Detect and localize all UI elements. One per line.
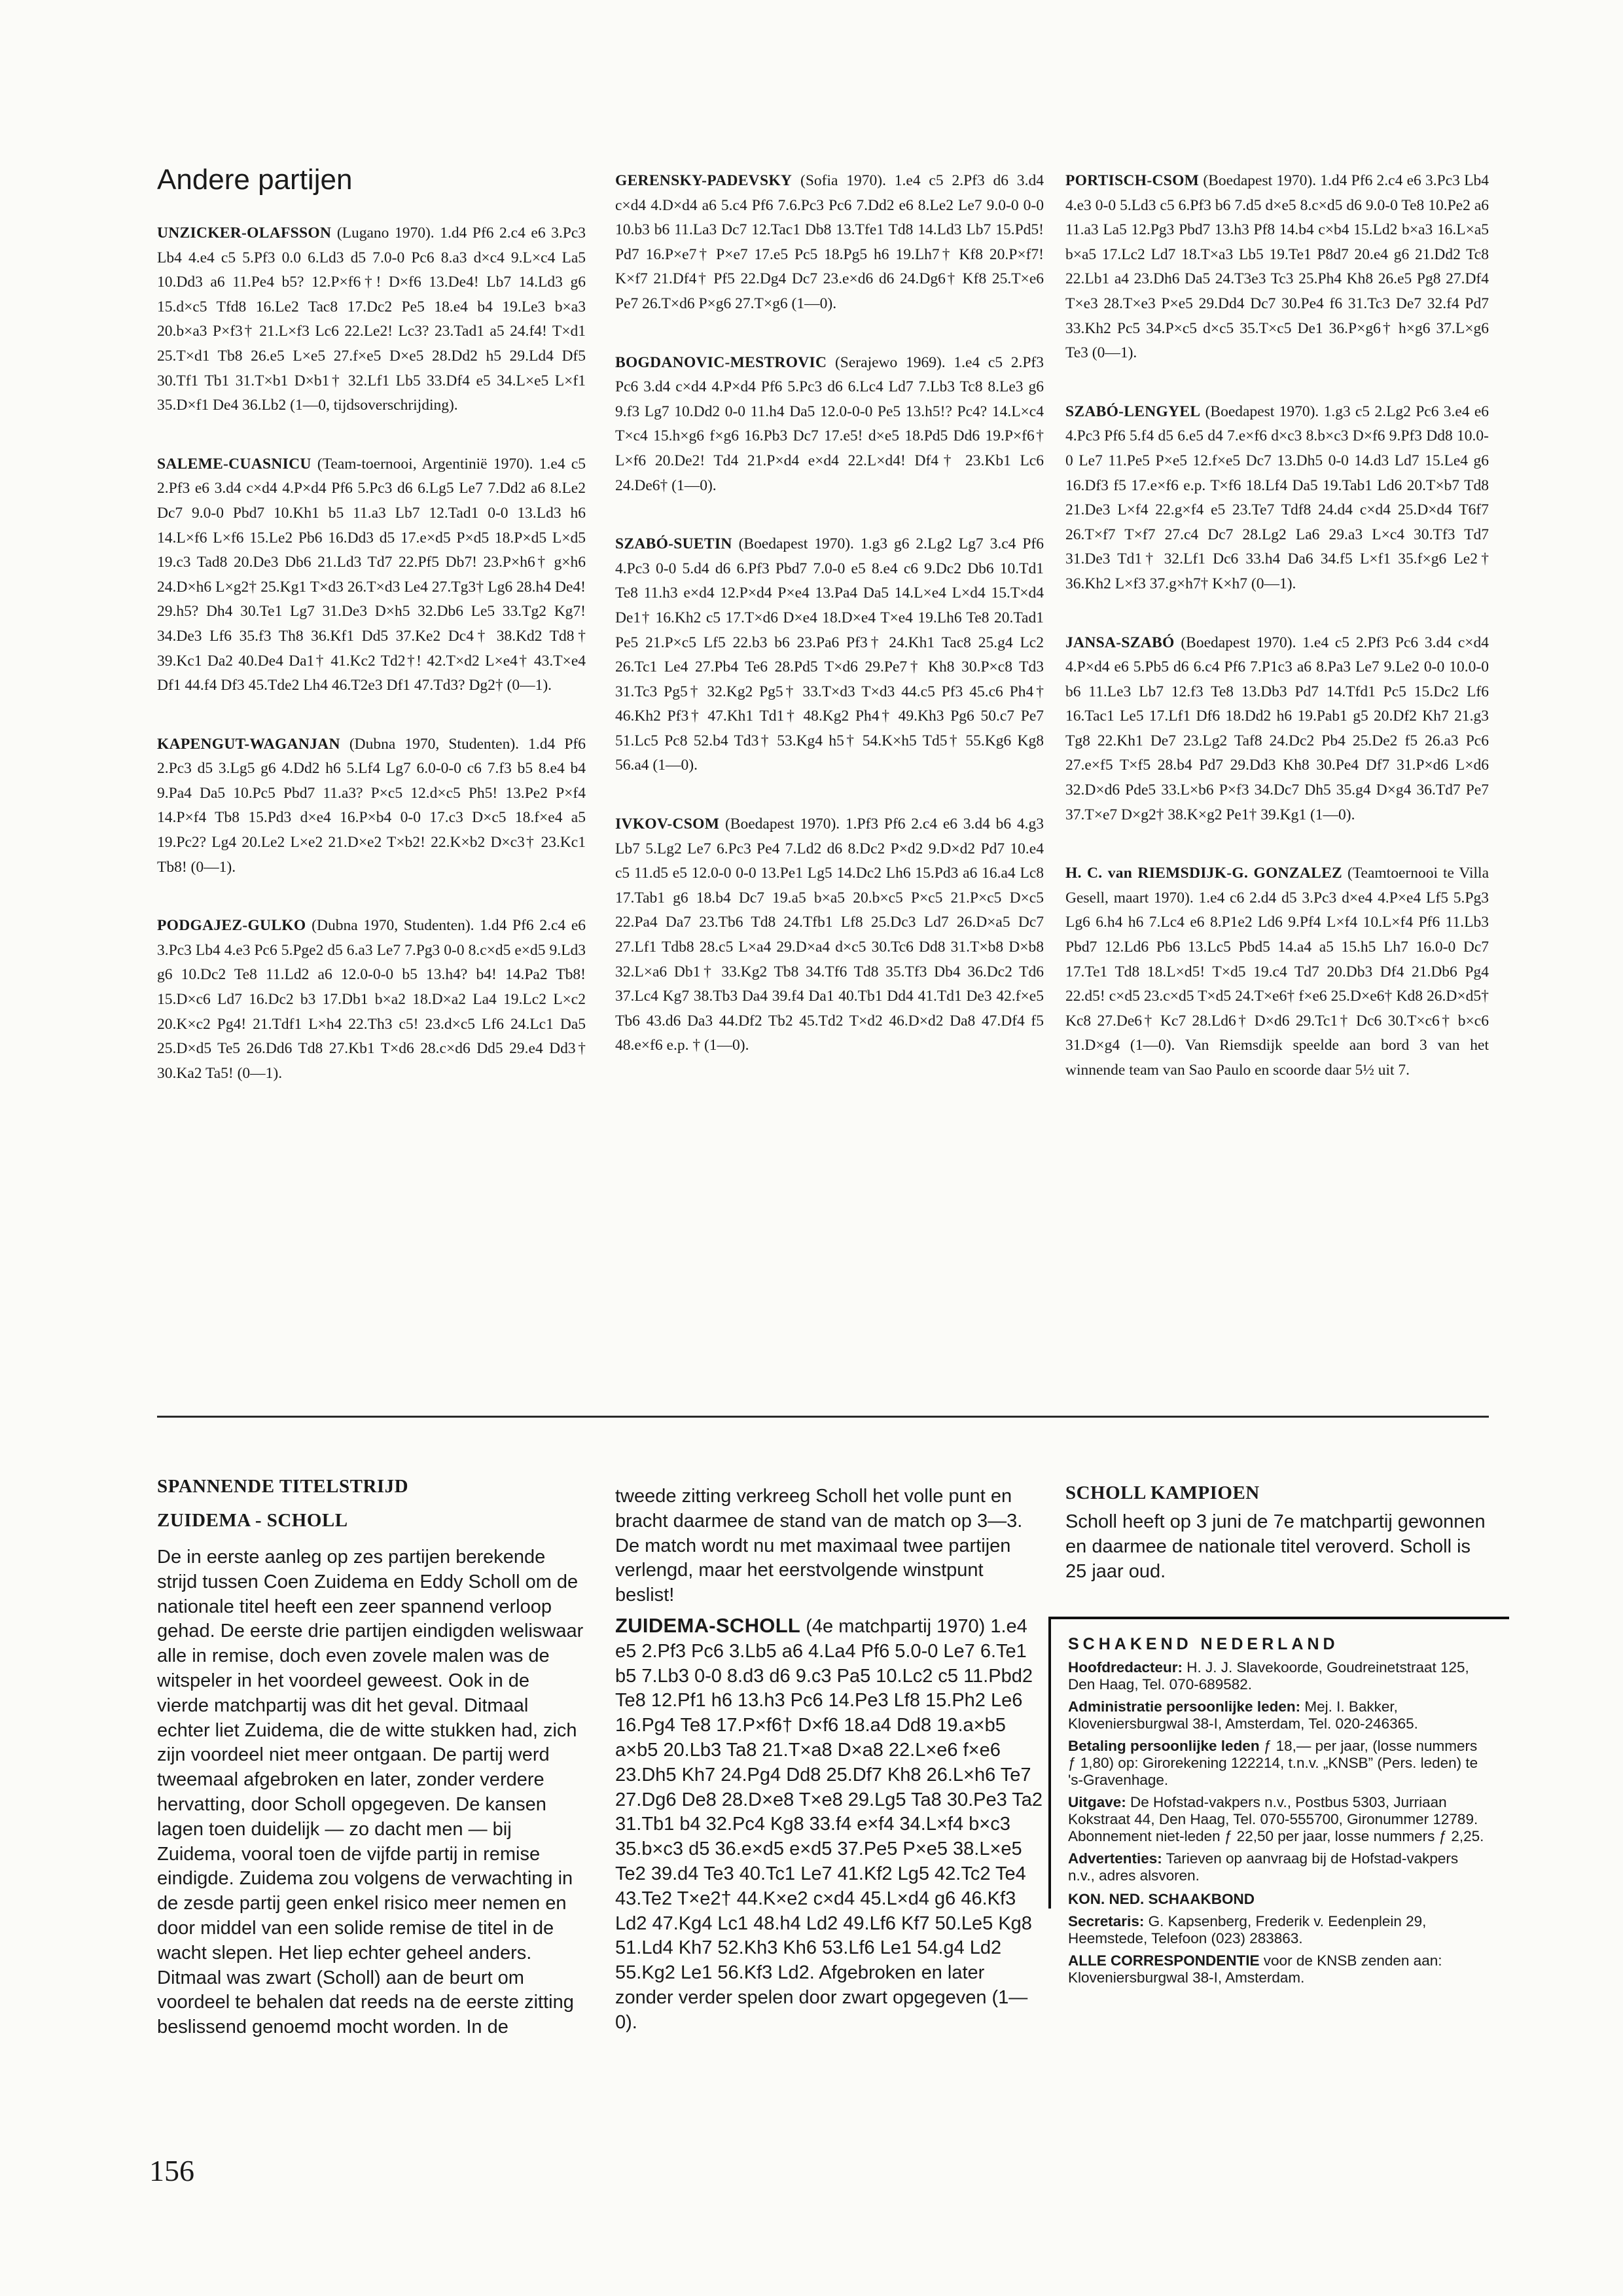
colophon-text: ƒ 18,— per jaar, (losse nummers ƒ 1,80) op: Girorekening 122214, t.n.v. „KNSB” (Pers. leden) te 's-Gravenhage. <box>1068 1738 1478 1788</box>
colophon-text: De Hofstad-vakpers n.v., Postbus 5303, Jurriaan Kokstraat 44, Den Haag, Tel. 070-555700, Gironummer 12789. Abonnement niet-leden ƒ 22,50 per jaar, losse nummers ƒ 2,25. <box>1068 1794 1484 1844</box>
game-entry <box>615 812 1044 1058</box>
page-number: 156 <box>149 2154 194 2187</box>
article-title-2: ZUIDEMA - SCHOLL <box>157 1510 348 1531</box>
correspondence-label: ALLE CORRESPONDENTIE <box>1068 1952 1260 1969</box>
game-moves: (Dubna 1970, Studenten). 1.d4 Pf6 2.Pc3 d5 3.Lg5 g6 4.Dd2 h6 5.Lf4 Lg7 6.0-0-0 c6 7.f3 b5 8.e4 b4 9.Pa4 Da5 10.Pc5 Pbd7 11.a3? P×c5 12.d×c5 Ph5! 13.Pe2 P×f4 14.P×f4 Tb8 15.Pd3 d×e4 16.P×b4 0-0 17.c3 D×c5 18.f×e4 a5 19.Pc2? Lg4 20.Le2 L×e2 21.D×e2 T×b2! 22.K×b2 D×c3† 23.Kc1 Tb8! (0—1). <box>157 735 586 876</box>
colophon-box <box>1048 1617 1509 1986</box>
colophon-text: Tarieven op aanvraag bij de Hofstad-vakpers n.v., adres alsvoren. <box>1068 1850 1459 1884</box>
colophon-label: Uitgave: <box>1068 1794 1126 1810</box>
game-moves: (Boedapest 1970). 1.Pf3 Pf6 2.c4 e6 3.d4 b6 4.g3 Lb7 5.Lg2 Le7 6.Pc3 Pe4 7.Ld2 d6 8.Dc2 P×d2 9.D×d2 Pd7 10.e4 c5 11.d5 e5 12.0-0 0-0 13.Pe1 Lg5 14.Dc2 Lh6 15.Pd3 a6 16.a4 Lc8 17.Tab1 g6 18.b4 Dc7 19.a5 b×a5 20.b×c5 P×c5 21.P×c5 D×c5 22.Pa4 Da7 23.Tb6 Td8 24.Tfb1 Lf8 25.Dc3 Ld7 26.D×a5 Dc7 27.Lf1 Tdb8 28.c5 L×a4 29.D×a4 d×c5 30.Tc6 Dd8 31.T×b8 D×b8 32.L×a6 Db1† 33.Kg2 Tb8 34.Tf6 Td8 35.Tf3 Db4 36.Dc2 Td6 37.Lc4 Kg7 38.Tb3 Da4 39.f4 Da1 40.Tb1 Dd4 41.Td1 De3 42.f×e5 Tb6 43.d6 Da3 44.Df2 Tb2 45.Td2 T×d2 46.D×d2 Da8 47.Df4 f5 48.e×f6 e.p. † (1—0). <box>615 816 1044 1054</box>
correspondence-text: voor de KNSB zenden aan: Kloveniersburgwal 38-I, Amsterdam. <box>1068 1952 1442 1986</box>
game-entry <box>1065 169 1489 366</box>
section-title: Andere partijen <box>157 164 353 196</box>
games-column-2 <box>615 169 1044 1092</box>
colophon-item <box>1068 1659 1487 1693</box>
colophon-item <box>1068 1738 1487 1789</box>
colophon-text: Mej. I. Bakker, Kloveniersburgwal 38-I, Amsterdam, Tel. 020-246365. <box>1068 1698 1418 1732</box>
article-title-1: SPANNENDE TITELSTRIJD <box>157 1476 409 1497</box>
game-header: SALEME-CUASNICU <box>157 455 312 473</box>
game-header: BOGDANOVIC-MESTROVIC <box>615 353 827 371</box>
article-body: De in eerste aanleg op zes partijen berekende strijd tussen Coen Zuidema en Eddy Scholl om de nationale titel heeft een zeer spannend verloop gehad. De eerste drie partijen eindigden weliswaar alle in remise, doch even zovele malen was de witspeler in het voordeel geweest. Ook in de vierde matchpartij was dit het geval. Ditmaal echter liet Zuidema, die de witte stukken had, zich zijn voordeel niet meer ontgaan. De partij werd tweemaal afgebroken en later, zonder verdere hervatting, door Scholl opgegeven. De kansen lagen toen duidelijk — zo dacht men — bij Zuidema, vooral toen de vijfde partij in remise eindigde. Zuidema zou volgens de verwachting in de zesde partij geen enkel risico meer nemen en door middel van een solide remise de titel in de wacht slepen. Het liep echter geheel anders. Ditmaal was zwart (Scholl) aan de beurt om voordeel te behalen dat reeds na de eerste zitting beslissend genoemd mocht worden. In de <box>157 1547 584 2038</box>
colophon-label: Hoofdredacteur: <box>1068 1659 1183 1676</box>
games-column-3 <box>1065 169 1489 1117</box>
game-entry <box>1065 400 1489 597</box>
game-moves: (Sofia 1970). 1.e4 c5 2.Pf3 d6 3.d4 c×d4 4.D×d4 a6 5.c4 Pf6 7.6.Pc3 Pc6 7.Dd2 e6 8.Le2 Le7 9.0-0 0-0 10.b3 b6 11.La3 Dc7 12.Tac1 Db8 13.Tfe1 Td8 14.Ld3 Lb7 15.Pd5! Pd7 16.P×e7† P×e7 17.e5 Pc5 18.Pg5 h6 19.Lh7† Kf8 20.P×f7! K×f7 21.Df4† Pf5 22.Dg4 Dc7 23.e×d6 d6 24.Dg6† Kf8 25.T×e6 Pe7 26.T×d6 P×g6 27.T×g6 (1—0). <box>615 172 1044 312</box>
kampioen-title: SCHOLL KAMPIOEN <box>1065 1482 1260 1503</box>
game-entry <box>1065 631 1489 828</box>
game-moves: (Team-toernooi, Argentinië 1970). 1.e4 c5 2.Pf3 e6 3.d4 c×d4 4.P×d4 Pf6 5.Pc3 d6 6.Lg5 Le7 7.Dd2 a6 8.Le2 Dc7 9.0-0 Pbd7 10.Kh1 b5 11.a3 Lb7 12.Tad1 0-0 13.Ld3 h6 14.L×f6 L×f6 15.Le2 Pb6 16.Dd3 d5 17.e×d5 P×d5 18.P×d5 L×d5 19.c3 Tad8 20.De3 Db6 21.Ld3 Td7 22.Pf5 Db7! 23.P×h6† g×h6 24.D×h6 L×g2† 25.Kg1 T×d3 26.T×d3 Le4 27.Tg3† Lg6 28.h4 De4! 29.h5? Dh4 30.Te1 Lg7 31.De3 D×h5 32.Db6 Le5 33.Tg2 Kg7! 34.De3 Lf6 35.f3 Th8 36.Kf1 Dd5 37.Ke2 Dc4† 38.Kd2 Td8† 39.Kc1 Da2 40.De4 Da1† 41.Kc2 Td2†! 42.T×d2 L×e4† 43.T×e4 Df1 44.f4 Df3 45.Tde2 Lh4 46.T2e3 Df1 47.Td3? Dg2† (0—1). <box>157 455 586 694</box>
game-moves: (Serajewo 1969). 1.e4 c5 2.Pf3 Pc6 3.d4 c×d4 4.P×d4 Pf6 5.Pc3 d6 6.Lc4 Ld7 7.Lb3 Tc8 8.Le3 g6 9.f3 Lg7 10.Dd2 0-0 11.h4 Da5 12.0-0-0 Pe5 13.h5!? Pc4? 14.L×c4 T×c4 15.h×g6 f×g6 16.Pb3 Dc7 17.e5! d×e5 18.Pd5 Dd6 19.P×f6† L×f6 20.De2! Td4 21.P×d4 e×d4 22.L×d4! Df4† 23.Kb1 Lc6 24.De6† (1—0). <box>615 353 1044 494</box>
game-moves: (Dubna 1970, Studenten). 1.d4 Pf6 2.c4 e6 3.Pc3 Lb4 4.e3 Pc6 5.Pge2 d5 6.a3 Le7 7.Pg3 0-0 8.c×d5 e×d5 9.Ld3 g6 10.Dc2 Te8 11.Ld2 a6 12.0-0-0 b5 13.h4? b4! 14.Pa2 Tb8! 15.D×c6 Ld7 16.Dc2 b3 17.Db1 b×a2 18.D×a2 La4 19.Lc2 L×c2 20.K×c2 Pg4! 21.Tdf1 L×h4 22.Th3 c5! 23.d×c5 Lf6 24.Lc1 Da5 25.D×d5 Te5 26.Dd6 Td8 27.Kb1 T×d6 28.c×d6 Dd5 29.e4 Dd3† 30.Ka2 Ta5! (0—1). <box>157 917 586 1082</box>
section-divider <box>157 1416 1489 1418</box>
game-header: SZABÓ-LENGYEL <box>1065 403 1201 420</box>
game-header: PODGAJEZ-GULKO <box>157 917 306 935</box>
article-body-continued: tweede zitting verkreeg Scholl het volle punt en bracht daarmee de stand van de match op 3—3. De match wordt nu met maximaal twee partijen verlengd, maar het eerstvolgende winstpunt beslist! <box>615 1486 1023 1606</box>
game-moves: (Boedapest 1970). 1.e4 c5 2.Pf3 Pc6 3.d4 c×d4 4.P×d4 e6 5.Pb5 d6 6.c4 Pf6 7.P1c3 a6 8.Pa3 Le7 9.Le2 0-0 10.0-0 b6 11.Le3 Lb7 12.f3 Te8 13.Db3 Pd7 14.Tfd1 Pc5 15.Dc2 Lf6 16.Tac1 Le5 17.Lf1 Df6 18.Dd2 h6 19.Pab1 g5 20.Df2 Kh7 21.g3 Tg8 22.Kh1 De7 23.Lg2 Taf8 24.Dc2 Pb4 25.De2 f5 26.a3 Pc6 27.e×f5 T×f5 28.b4 Pd7 29.Dd3 Kh8 30.Pe4 Df7 31.P×d6 L×d6 32.D×d6 Pde5 33.L×b6 P×f3 34.Dc7 Dh5 35.g4 D×g4 36.Td7 Pe7 37.T×e7 D×g2† 38.K×g2 Pe1† 39.Kg1 (1—0). <box>1065 634 1489 823</box>
colophon-item <box>1068 1698 1487 1732</box>
match-game-header: ZUIDEMA-SCHOLL <box>615 1613 801 1637</box>
games-column-1 <box>157 164 586 1120</box>
knsb-label: Secretaris: <box>1068 1913 1145 1929</box>
game-entry <box>615 351 1044 499</box>
game-entry <box>157 221 586 418</box>
game-moves: (Boedapest 1970). 1.g3 c5 2.Lg2 Pc6 3.e4 e6 4.Pc3 Pf6 5.f4 d5 6.e5 d4 7.e×f6 d×c3 8.b×c3 D×f6 9.Pf3 Dd8 10.0-0 Le7 11.Pe5 P×e5 12.f×e5 Dc7 13.Dh5 0-0 14.d3 Ld7 15.Le4 g6 16.Df3 f5 17.e×f6 e.p. T×f6 18.Lf4 Da5 19.Tab1 Ld6 20.T×b7 Td8 21.De3 L×f4 22.g×f4 e5 23.Te7 Tdf8 24.d4 c×d4 25.D×d4 T6f7 26.T×f7 T×f7 27.c4 Dc7 28.Lg2 La6 29.a3 L×c4 30.Tf3 Td7 31.De3 Td1† 32.Lf1 Dc6 33.h4 Da6 34.f5 L×f1 35.f×g6 Le2† 36.Kh2 L×f3 37.g×h7† K×h7 (0—1). <box>1065 403 1489 592</box>
colophon-title: SCHAKEND NEDERLAND <box>1068 1635 1339 1653</box>
colophon-label: Advertenties: <box>1068 1850 1162 1867</box>
game-header: UNZICKER-OLAFSSON <box>157 224 332 242</box>
article-column-1 <box>157 1469 586 2040</box>
game-moves: (Teamtoernooi te Villa Gesell, maart 1970). 1.e4 c6 2.d4 d5 3.Pc3 d×e4 4.P×e4 Lf5 5.Pg3 Lg6 6.h4 h6 7.Lc4 e6 8.P1e2 Ld6 9.Pf4 L×f4 10.L×f4 Pf6 11.Lb3 Pbd7 12.Ld6 Pb6 13.Lc5 Pbd5 14.a4 a5 15.h5 Lh7 16.0-0 Dc7 17.Te1 Td8 18.L×d5! T×d5 19.c4 Td7 20.Db3 Df4 21.Db6 Pg4 22.d5! c×d5 23.c×d5 T×d5 24.T×e6† f×e6 25.D×e6† Kd8 26.D×d5† Kc8 27.De6† Kc7 28.Ld6† D×d6 29.Tc1† Dc6 30.T×c6† b×c6 31.D×g4 (1—0). Van Riemsdijk speelde aan bord 3 van het winnende team van Sao Paulo en scoorde daar 5½ uit 7. <box>1065 865 1489 1079</box>
game-entry <box>157 732 586 880</box>
game-header: H. C. van RIEMSDIJK-G. GONZALEZ <box>1065 865 1343 882</box>
game-header: SZABÓ-SUETIN <box>615 535 732 553</box>
game-entry <box>615 169 1044 317</box>
colophon-text: H. J. J. Slavekoorde, Goudreinetstraat 125, Den Haag, Tel. 070-689582. <box>1068 1659 1469 1693</box>
game-entry <box>615 532 1044 778</box>
game-entry <box>157 914 586 1086</box>
article-column-3 <box>1065 1476 1489 1584</box>
game-entry <box>1065 861 1489 1083</box>
colophon-label: Administratie persoonlijke leden: <box>1068 1698 1301 1715</box>
game-moves: (Boedapest 1970). 1.g3 g6 2.Lg2 Lg7 3.c4 Pf6 4.Pc3 0-0 5.d4 d6 6.Pf3 Pbd7 7.0-0 e5 8.e4 c6 9.Dc2 Db6 10.Td1 Te8 11.h3 e×d4 12.P×d4 P×e4 13.Pa4 Da5 14.L×e4 L×d4 15.T×d4 De1† 16.Kh2 c5 17.T×d6 D×e4 18.D×e4 T×e4 19.Lh6 Te8 20.Tad1 Pe5 21.P×c5 Lf5 22.b3 b6 23.Pa6 Pf3† 24.Kh1 Tac8 25.g4 Lc2 26.Tc1 Le4 27.Pb4 Te6 28.Pd5 T×d6 29.Pe7† Kh8 30.P×c8 Td3 31.Tc3 Pg5† 32.Kg2 Pg5† 33.T×d3 T×d3 44.c5 Pf3 45.c6 Ph4† 46.Kh2 Pf3† 47.Kh1 Td1† 48.Kg2 Ph4† 49.Kh3 Pg6 50.c7 Pe7 51.Lc5 Pc8 52.b4 Td3† 53.Kg4 h5† 54.K×h5 Td5† 55.Kg6 Kg8 56.a4 (1—0). <box>615 535 1044 774</box>
game-header: IVKOV-CSOM <box>615 816 720 833</box>
colophon-label: Betaling persoonlijke leden <box>1068 1738 1260 1754</box>
game-moves: (Boedapest 1970). 1.d4 Pf6 2.c4 e6 3.Pc3 Lb4 4.e3 0-0 5.Ld3 c5 6.Pf3 b6 7.d5 d×e5 8.c×d5 d6 9.0-0 Te8 10.Pe2 a6 11.a3 La5 12.Pg3 Pbd7 13.h3 Pf8 14.b4 c×b4 15.Ld2 b×a3 16.L×a5 b×a5 17.Lc2 Ld7 18.T×a3 Lb5 19.Te1 P8d7 20.e4 g6 21.Dd2 Tc8 22.Lb1 a4 23.Dh6 Da5 24.T3e3 Tc3 25.Ph4 Kh8 26.e5 Pg8 27.Df4 T×e3 28.T×e3 P×e5 29.Dd4 Dc7 30.Pe4 f6 31.Tc3 De7 32.f4 Pd7 33.Kh2 Pc5 34.P×c5 d×c5 35.T×c5 De1 36.P×g6† h×g6 37.L×g6 Te3 (0—1). <box>1065 172 1489 362</box>
knsb-text: G. Kapsenberg, Frederik v. Eedenplein 29, Heemstede, Telefoon (023) 283863. <box>1068 1913 1427 1946</box>
article-column-2 <box>615 1484 1044 2036</box>
game-header: PORTISCH-CSOM <box>1065 172 1200 189</box>
match-game <box>615 1613 1044 2036</box>
correspondence <box>1068 1952 1487 1986</box>
game-header: KAPENGUT-WAGANJAN <box>157 735 340 753</box>
match-game-moves: (4e matchpartij 1970) 1.e4 e5 2.Pf3 Pc6 3.Lb5 a6 4.La4 Pf6 5.0-0 Le7 6.Te1 b5 7.Lb3 0-0 8.d3 d6 9.c3 Pa5 10.Lc2 c5 11.Pbd2 Te8 12.Pf1 h6 13.h3 Pc6 14.Pe3 Lf8 15.Ph2 Le6 16.Pg4 Te8 17.P×f6† D×f6 18.a4 Dd8 19.a×b5 a×b5 20.Lb3 Ta8 21.T×a8 D×a8 22.L×e6 f×e6 23.Dh5 Kh7 24.Pg4 Dd8 25.Df7 Kh8 26.L×h6 Te7 27.Dg6 De8 28.D×e8 T×e8 29.Lg5 Ta8 30.Pe3 Ta2 31.Tb1 b4 32.Pc4 Kg8 33.f4 e×f4 34.L×f4 b×c3 35.b×c3 d5 36.e×d5 e×d5 37.Pe5 P×e5 38.L×e5 Te2 39.d4 Te3 40.Tc1 Le7 41.Kf2 Lg5 42.Tc2 Te4 43.Te2 T×e2† 44.K×e2 c×d4 45.L×d4 g6 46.Kf3 Ld2 47.Kg4 Lc1 48.h4 Ld2 49.Lf6 Kf7 50.Le5 Kg8 51.Ld4 Kh7 52.Kh3 Kh6 53.Lf6 Le1 54.g4 Ld2 55.Kg2 Le1 56.Kf3 Ld2. Afgebroken en later zonder verder spelen door zwart opgegeven (1—0). <box>615 1615 1043 2033</box>
game-header: JANSA-SZABÓ <box>1065 634 1175 651</box>
colophon-item <box>1068 1850 1487 1884</box>
kampioen-text: Scholl heeft op 3 juni de 7e matchpartij gewonnen en daarmee de nationale titel veroverd. Scholl is 25 jaar oud. <box>1065 1511 1486 1582</box>
knsb-title: KON. NED. SCHAAKBOND <box>1068 1891 1255 1907</box>
knsb-secretary <box>1068 1913 1487 1947</box>
game-moves: (Lugano 1970). 1.d4 Pf6 2.c4 e6 3.Pc3 Lb4 4.e4 c5 5.Pf3 0.0 6.Ld3 d5 7.0-0 Pc6 8.a3 d×c4 9.L×c4 La5 10.Dd3 a6 11.Pe4 b5? 12.P×f6†! D×f6 13.De4! Lb7 14.Ld3 g6 15.d×c5 Tfd8 16.Le2 Tac8 17.Dc2 Pe5 18.e4 b4 19.Le3 b×a3 20.b×a3 P×f3† 21.L×f3 Lc6 22.Le2! Lc3? 23.Tad1 a5 24.f4! T×d1 25.T×d1 Tb8 26.e5 L×e5 27.f×e5 D×e5 28.Dd2 h5 29.Ld4 Df5 30.Tf1 Tb1 31.T×b1 D×b1† 32.Lf1 Lb5 33.Df4 e5 34.L×e5 L×f1 35.D×f1 De4 36.Lb2 (1—0, tijdsoverschrijding). <box>157 224 586 414</box>
game-entry <box>157 452 586 698</box>
colophon-item <box>1068 1794 1487 1845</box>
game-header: GERENSKY-PADEVSKY <box>615 172 793 189</box>
